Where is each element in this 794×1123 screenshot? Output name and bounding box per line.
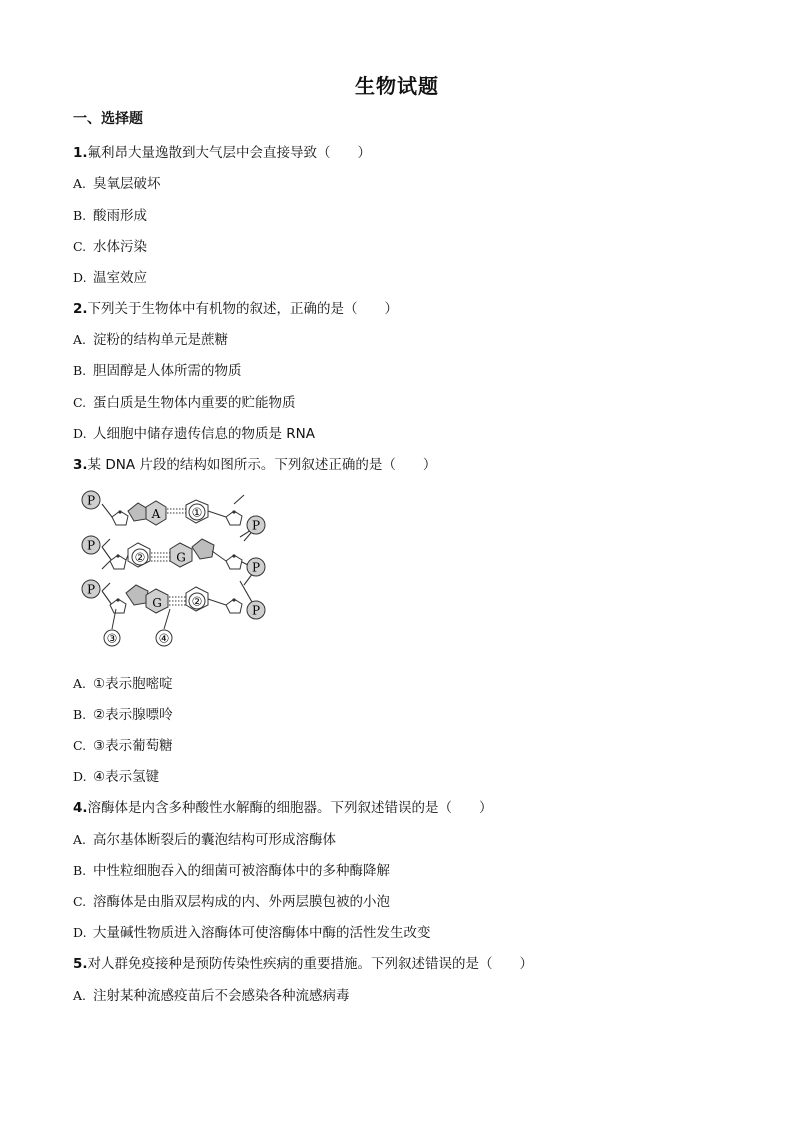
- question-number: 2.: [73, 301, 88, 317]
- base-g-label: G: [176, 550, 186, 565]
- option-text: 温室效应: [93, 270, 147, 286]
- base-pair-row-3: [126, 585, 208, 613]
- base-pair-row-2: [128, 539, 214, 567]
- option-letter: C.: [73, 738, 87, 753]
- option-text: 高尔基体断裂后的囊泡结构可形成溶酶体: [93, 832, 336, 848]
- option-letter: B.: [73, 707, 87, 722]
- base-pair-row-1: [128, 500, 208, 525]
- label-2: ②: [134, 550, 146, 565]
- q2-option-c: [73, 391, 296, 411]
- option-letter: C.: [73, 395, 87, 410]
- q2-option-b: [73, 359, 242, 379]
- section-heading: 一、选择题: [73, 111, 143, 127]
- option-letter: D.: [73, 769, 87, 784]
- question-number: 3.: [73, 457, 88, 473]
- q1-option-d: [73, 266, 147, 286]
- option-letter: D.: [73, 426, 87, 441]
- q1-option-a: [73, 172, 161, 192]
- q4-option-c: [73, 890, 390, 910]
- dna-structure-figure: [76, 485, 276, 655]
- question-1: [73, 141, 371, 161]
- p-label: P: [251, 603, 261, 618]
- question-2: [73, 297, 398, 317]
- question-4: [73, 796, 493, 816]
- question-text: 对人群免疫接种是预防传染性疾病的重要措施。下列叙述错误的是（ ）: [87, 956, 534, 972]
- label-4: ④: [158, 631, 170, 646]
- q3-option-a: [73, 672, 173, 692]
- label-3: ③: [106, 631, 118, 646]
- option-letter: C.: [73, 894, 87, 909]
- option-letter: A.: [73, 988, 87, 1003]
- label-1: ①: [191, 505, 203, 520]
- q1-option-c: [73, 235, 147, 255]
- option-text: 酸雨形成: [93, 208, 147, 224]
- base-g-label: G: [152, 596, 162, 610]
- option-text: ①表示胞嘧啶: [93, 676, 173, 692]
- option-letter: A.: [73, 332, 87, 347]
- option-text: 溶酶体是由脂双层构成的内、外两层膜包被的小泡: [93, 894, 390, 910]
- page-title: 生物试题: [355, 74, 439, 98]
- p-label: P: [86, 538, 96, 553]
- option-text: 水体污染: [93, 239, 147, 255]
- q5-option-a: [73, 984, 350, 1004]
- phosphate-right: [247, 516, 265, 619]
- option-letter: B.: [73, 363, 87, 378]
- phosphate-left: [82, 491, 100, 598]
- question-number: 4.: [73, 800, 88, 816]
- option-letter: A.: [73, 176, 87, 191]
- option-text: ②表示腺嘌呤: [93, 707, 173, 723]
- question-number: 1.: [73, 145, 88, 161]
- q4-option-d: [73, 921, 431, 941]
- p-label: P: [251, 518, 261, 533]
- question-text: 下列关于生物体中有机物的叙述，正确的是（ ）: [87, 301, 399, 317]
- option-text: 注射某种流感疫苗后不会感染各种流感病毒: [93, 988, 350, 1004]
- option-letter: B.: [73, 863, 87, 878]
- option-letter: C.: [73, 239, 87, 254]
- base-a-label: A: [151, 507, 161, 521]
- option-text: 臭氧层破坏: [93, 176, 161, 192]
- option-text: ③表示葡萄糖: [93, 738, 173, 754]
- option-letter: A.: [73, 832, 87, 847]
- q3-option-d: [73, 765, 159, 785]
- p-label: P: [251, 560, 261, 575]
- q3-option-c: [73, 734, 173, 754]
- question-text: 某 DNA 片段的结构如图所示。下列叙述正确的是（ ）: [87, 457, 437, 473]
- question-3: [73, 453, 436, 473]
- option-letter: B.: [73, 208, 87, 223]
- p-label: P: [86, 493, 96, 508]
- q1-option-b: [73, 204, 147, 224]
- q2-option-d: [73, 422, 315, 442]
- question-text: 溶酶体是内含多种酸性水解酶的细胞器。下列叙述错误的是（ ）: [87, 800, 493, 816]
- option-text: 中性粒细胞吞入的细菌可被溶酶体中的多种酶降解: [93, 863, 390, 879]
- label-2: ②: [191, 594, 203, 609]
- option-letter: D.: [73, 925, 87, 940]
- option-letter: A.: [73, 676, 87, 691]
- option-text: ④表示氢键: [93, 769, 160, 785]
- option-text: 人细胞中储存遗传信息的物质是 RNA: [93, 426, 316, 442]
- p-label: P: [86, 582, 96, 597]
- option-text: 胆固醇是人体所需的物质: [93, 363, 242, 379]
- question-number: 5.: [73, 956, 88, 972]
- option-text: 蛋白质是生物体内重要的贮能物质: [93, 395, 296, 411]
- question-5: [73, 952, 533, 972]
- option-letter: D.: [73, 270, 87, 285]
- q3-option-b: [73, 703, 173, 723]
- option-text: 淀粉的结构单元是蔗糖: [93, 332, 228, 348]
- q4-option-a: [73, 828, 336, 848]
- q2-option-a: [73, 328, 228, 348]
- option-text: 大量碱性物质进入溶酶体可使溶酶体中酶的活性发生改变: [93, 925, 431, 941]
- question-text: 氟利昂大量逸散到大气层中会直接导致（ ）: [87, 145, 372, 161]
- q4-option-b: [73, 859, 390, 879]
